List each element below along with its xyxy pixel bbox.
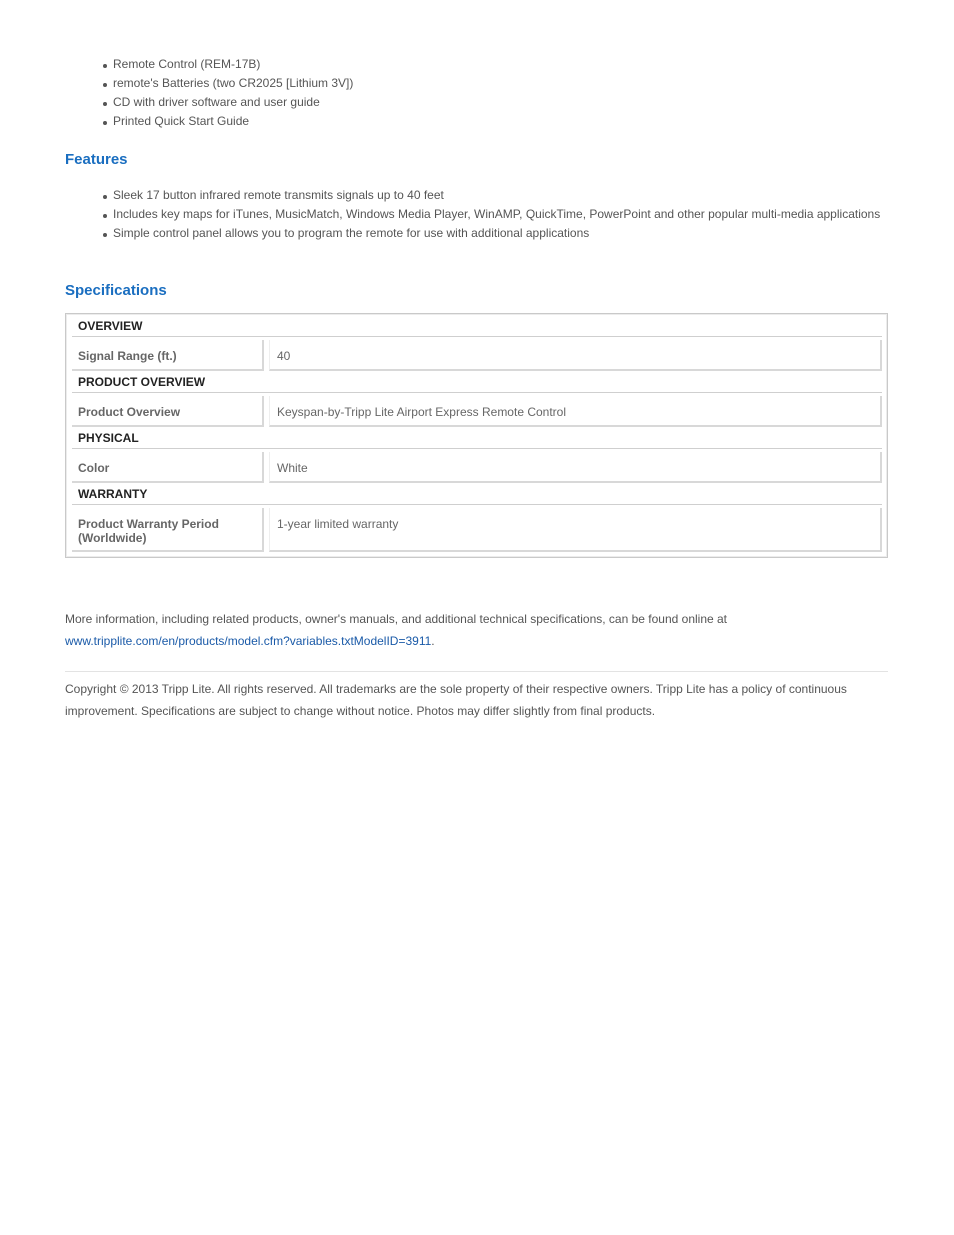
link-suffix: .	[431, 634, 435, 648]
features-heading: Features	[65, 151, 128, 168]
spec-row	[72, 396, 882, 427]
list-item: CD with driver software and user guide	[103, 93, 888, 111]
spec-label: Signal Range (ft.)	[72, 340, 264, 371]
spec-row	[72, 452, 882, 483]
list-item: Simple control panel allows you to program the remote for use with additional applications	[103, 224, 888, 242]
features-list	[65, 186, 888, 242]
specifications-table	[65, 313, 888, 558]
list-item: Remote Control (REM-17B)	[103, 55, 888, 73]
footer-divider	[65, 671, 888, 672]
spec-label: Product Overview	[72, 396, 264, 427]
spec-value: 40	[269, 340, 882, 371]
package-includes-section	[65, 55, 888, 131]
specifications-heading: Specifications	[65, 282, 167, 299]
more-info-text: More information, including related products, owner's manuals, and additional technical specifications, can be found online at	[65, 612, 728, 626]
spec-group-heading: PRODUCT OVERVIEW	[72, 371, 882, 393]
spec-row	[72, 340, 882, 371]
package-includes-list	[65, 55, 888, 130]
specifications-heading-wrap	[65, 282, 167, 299]
features-heading-wrap	[65, 151, 128, 168]
list-item: Printed Quick Start Guide	[103, 112, 888, 130]
spec-value: White	[269, 452, 882, 483]
features-section	[65, 186, 888, 243]
spec-row	[72, 508, 882, 552]
list-item: remote's Batteries (two CR2025 [Lithium 3V])	[103, 74, 888, 92]
more-info-paragraph	[65, 608, 888, 652]
spec-group-heading: OVERVIEW	[72, 315, 882, 337]
copyright-notice: Copyright © 2013 Tripp Lite. All rights reserved. All trademarks are the sole property of their respective owners. Tripp Lite has a policy of continuous improvement. Specifications are subject to change without notice. Photos may differ slightly from final products.	[65, 682, 847, 718]
spec-value: Keyspan-by-Tripp Lite Airport Express Remote Control	[269, 396, 882, 427]
list-item: Includes key maps for iTunes, MusicMatch, Windows Media Player, WinAMP, QuickTime, PowerPoint and other popular multi-media applications	[103, 205, 888, 223]
spec-label: Color	[72, 452, 264, 483]
product-link[interactable]: www.tripplite.com/en/products/model.cfm?variables.txtModelID=3911	[65, 634, 432, 648]
spec-label: Product Warranty Period (Worldwide)	[72, 508, 264, 552]
spec-value: 1-year limited warranty	[269, 508, 882, 552]
spec-group-heading: WARRANTY	[72, 483, 882, 505]
list-item: Sleek 17 button infrared remote transmits signals up to 40 feet	[103, 186, 888, 204]
spec-group-heading: PHYSICAL	[72, 427, 882, 449]
